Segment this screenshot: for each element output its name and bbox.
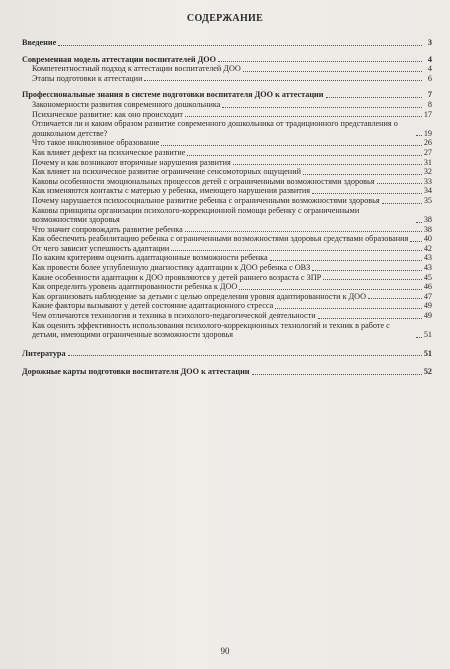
toc-entry-page: 51	[423, 348, 432, 358]
dot-leader	[377, 182, 422, 184]
toc-entry	[22, 321, 432, 340]
toc-entry	[22, 253, 432, 263]
toc-entry-text: Литература	[22, 348, 66, 358]
dot-leader	[410, 240, 422, 242]
toc-entry	[22, 186, 432, 196]
toc-entry	[22, 55, 432, 65]
toc-entry-page: 33	[423, 176, 432, 186]
toc-entry-text: Профессиональные знания в системе подготовки воспитателя ДОО к аттестации	[22, 90, 324, 100]
toc-entry	[22, 90, 432, 100]
toc-entry-text: Современная модель аттестации воспитателей ДОО	[22, 54, 216, 64]
toc-entry-page: 4	[427, 64, 432, 74]
toc-entry-page: 31	[423, 157, 432, 167]
dot-leader	[416, 134, 422, 136]
dot-leader	[187, 154, 421, 156]
toc-entry-text: Компетентностный подход к аттестации воспитателей ДОО	[32, 64, 241, 74]
toc-entry	[22, 177, 432, 187]
toc-entry-page: 34	[423, 186, 432, 196]
dot-leader	[185, 115, 422, 117]
toc-entry	[22, 158, 432, 168]
toc-entry	[22, 282, 432, 292]
dot-leader	[312, 192, 422, 194]
toc-entry-text: Как влияет дефект на психическое развитие	[32, 147, 186, 157]
toc-entry-page: 49	[423, 301, 432, 311]
toc-entry-page: 45	[423, 272, 432, 282]
toc-entry-page: 38	[423, 215, 432, 225]
toc-entry-text: Закономерности развития современного дошкольника	[32, 99, 221, 109]
dot-leader	[233, 163, 422, 165]
table-of-contents	[22, 38, 432, 377]
dot-leader	[161, 144, 421, 146]
toc-entry-page: 8	[427, 99, 432, 109]
toc-entry-page: 32	[423, 167, 432, 177]
toc-entry-page: 4	[427, 54, 432, 64]
toc-entry-text: Чем отличаются технология и техника в психолого-педагогической деятельности	[32, 311, 316, 321]
toc-entry-page: 43	[423, 253, 432, 263]
toc-entry-page: 38	[423, 224, 432, 234]
toc-entry	[22, 148, 432, 158]
toc-entry-text: Что такое инклюзивное образование	[32, 138, 160, 148]
dot-leader	[323, 278, 422, 280]
toc-entry-text: Введение	[22, 38, 57, 47]
dot-leader	[144, 79, 422, 81]
toc-entry-text: Этапы подготовки к аттестации	[32, 73, 143, 83]
toc-entry-text: Отличается ли и каким образом развитие современного дошкольника от традиционного представления о дошкольном детстве?	[32, 119, 398, 138]
toc-entry-text: Какие факторы вызывают у детей состояние адаптационного стресса	[32, 301, 274, 311]
toc-entry-page: 52	[423, 367, 432, 377]
toc-entry-text: Что значит сопровождать развитие ребенка	[32, 224, 183, 234]
toc-entry	[22, 263, 432, 273]
toc-entry	[22, 167, 432, 177]
page-number: 90	[220, 646, 230, 656]
dot-leader	[68, 354, 422, 356]
dot-leader	[171, 249, 422, 251]
dot-leader	[368, 297, 422, 299]
toc-entry	[22, 38, 432, 48]
toc-entry-page: 26	[423, 138, 432, 148]
toc-entry-page: 19	[423, 128, 432, 138]
toc-entry-text: Как организовать наблюдение за детьми с целью определения уровня адаптированности к ДОО	[32, 291, 367, 301]
toc-entry-text: Почему нарушается психосоциальное развитие ребенка с ограниченными возможностями здоровья	[32, 195, 380, 205]
toc-entry	[22, 74, 432, 84]
dot-leader	[416, 336, 422, 338]
toc-entry-text: Как оценить эффективность использования психолого-коррекционных технологий и техник в работе с детьми, имеющими ограниченные возможности здоровья	[32, 320, 390, 340]
toc-entry-text: Как определить уровень адаптированности ребенка к ДОО	[32, 282, 238, 292]
toc-entry-text: Каковы особенности эмоциональных процессов детей с ограниченными возможностями здоровья	[32, 176, 375, 186]
dot-leader	[222, 106, 422, 108]
toc-entry-page: 27	[423, 147, 432, 157]
toc-entry	[22, 196, 432, 206]
dot-leader	[303, 173, 422, 175]
toc-entry-text: Дорожные карты подготовки воспитателя ДОО к аттестации	[22, 367, 250, 377]
toc-entry	[22, 301, 432, 311]
toc-entry	[22, 138, 432, 148]
toc-entry-page: 3	[427, 38, 432, 47]
toc-entry-text: Почему и как возникают вторичные нарушения развития	[32, 157, 231, 167]
toc-entry-text: Каковы принципы организации психолого-коррекционной помощи ребенку с ограниченными возможностями здоровья	[32, 205, 360, 225]
dot-leader	[318, 317, 422, 319]
toc-entry	[22, 225, 432, 235]
toc-entry-text: Психическое развитие: как оно происходит	[32, 109, 183, 119]
dot-leader	[252, 373, 422, 375]
page-title: СОДЕРЖАНИЕ	[186, 13, 264, 24]
dot-leader	[275, 307, 422, 309]
toc-entry-text: Как провести более углубленную диагностику адаптации к ДОО ребенка с ОВЗ	[32, 263, 311, 273]
dot-leader	[312, 269, 422, 271]
dot-leader	[218, 60, 422, 62]
toc-entry	[22, 292, 432, 302]
toc-entry	[22, 244, 432, 254]
dot-leader	[326, 96, 423, 98]
toc-entry-text: Какие особенности адаптации к ДОО проявляются у детей раннего возраста с ЗПР	[32, 272, 322, 282]
toc-entry	[22, 234, 432, 244]
toc-entry-text: От чего зависит успешность адаптации	[32, 243, 170, 253]
dot-leader	[185, 230, 422, 232]
toc-entry-page: 17	[423, 109, 432, 119]
dot-leader	[243, 70, 422, 72]
toc-entry-text: Как изменяются контакты с матерью у ребенка, имеющего нарушения развития	[32, 186, 310, 196]
toc-entry-page: 51	[423, 330, 432, 340]
toc-entry-page: 35	[423, 195, 432, 205]
toc-entry	[22, 110, 432, 120]
toc-entry-text: По каким критериям оценить адаптационные возможности ребенка	[32, 253, 268, 263]
toc-entry-page: 46	[423, 282, 432, 292]
toc-entry-page: 47	[423, 291, 432, 301]
toc-entry	[22, 119, 432, 138]
toc-entry-page: 7	[427, 90, 432, 100]
dot-leader	[416, 221, 422, 223]
toc-entry	[22, 273, 432, 283]
dot-leader	[58, 44, 422, 46]
toc-entry-page: 43	[423, 263, 432, 273]
toc-entry	[22, 349, 432, 359]
toc-entry-text: Как обеспечить реабилитацию ребенка с ограниченными возможностями здоровья средствами образования	[32, 234, 409, 244]
toc-entry	[22, 206, 432, 225]
toc-entry-page: 40	[423, 234, 432, 244]
toc-entry-page: 42	[423, 243, 432, 253]
dot-leader	[270, 259, 422, 261]
toc-entry-text: Как влияет на психическое развитие ограничение сенсомоторных ощущений	[32, 167, 301, 177]
toc-entry	[22, 64, 432, 74]
dot-leader	[239, 288, 421, 290]
toc-entry-page: 49	[423, 311, 432, 321]
toc-entry	[22, 100, 432, 110]
toc-entry	[22, 367, 432, 377]
dot-leader	[382, 202, 422, 204]
toc-entry	[22, 311, 432, 321]
toc-entry-page: 6	[427, 73, 432, 83]
